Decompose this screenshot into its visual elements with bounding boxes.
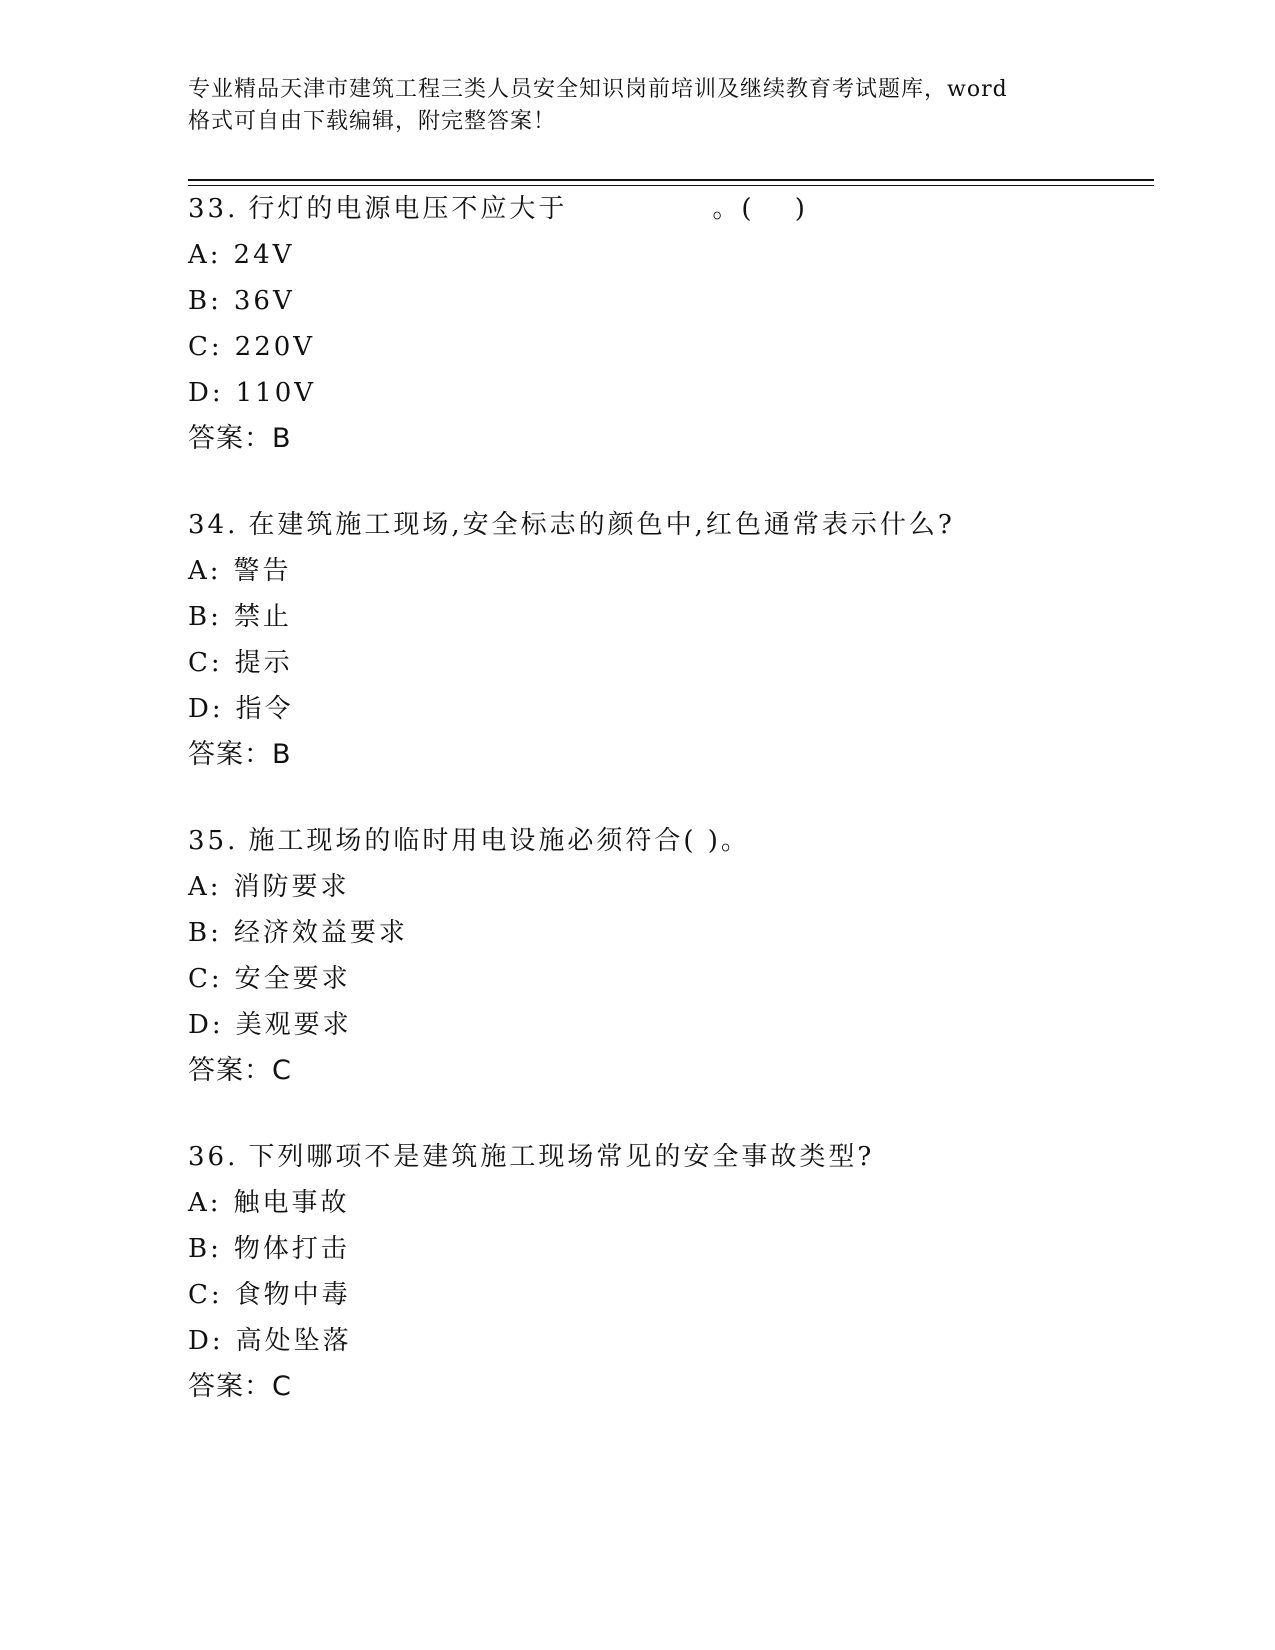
option-key: B: (188, 602, 222, 632)
option-key: C: (188, 964, 223, 994)
option-a (188, 864, 1148, 910)
option-key: D: (188, 694, 224, 724)
option-text: 提示 (234, 648, 293, 678)
option-key: A: (188, 556, 222, 586)
option-text: 高处坠落 (235, 1326, 352, 1356)
option-text: 指令 (235, 694, 294, 724)
option-key: B: (188, 1234, 222, 1264)
question-number: 33. (188, 194, 239, 224)
option-text: 禁止 (233, 602, 292, 632)
option-text: 经济效益要求 (233, 918, 408, 948)
option-key: A: (188, 1188, 222, 1218)
option-text: 消防要求 (233, 872, 350, 902)
option-d (188, 686, 1148, 732)
question-36 (188, 1134, 1148, 1410)
question-number: 36. (188, 1142, 239, 1172)
header-title-line-2: 格式可自由下载编辑，附完整答案！ (188, 109, 557, 134)
option-d (188, 1002, 1148, 1048)
question-34 (188, 502, 1148, 778)
option-b (188, 594, 1148, 640)
option-key: B: (188, 286, 222, 316)
option-b (188, 910, 1148, 956)
answer: 答案：C (188, 1055, 292, 1086)
option-b (188, 1226, 1148, 1272)
option-a (188, 1180, 1148, 1226)
question-35 (188, 818, 1148, 1094)
option-text: 警告 (233, 556, 292, 586)
option-d (188, 1318, 1148, 1364)
option-a (188, 548, 1148, 594)
question-text: 在建筑施工现场,安全标志的颜色中,红色通常表示什么? (248, 510, 955, 540)
question-stem (188, 502, 1148, 548)
question-number: 35. (188, 826, 239, 856)
option-text: 110V (235, 378, 317, 408)
option-text: 物体打击 (233, 1234, 350, 1264)
question-stem (188, 818, 1148, 864)
option-d (188, 370, 1148, 416)
option-text: 安全要求 (234, 964, 351, 994)
option-key: D: (188, 1010, 224, 1040)
question-stem (188, 186, 1148, 232)
option-key: A: (188, 240, 222, 270)
option-key: D: (188, 1326, 224, 1356)
question-text: 施工现场的临时用电设施必须符合( )。 (248, 826, 750, 856)
question-text: 行灯的电源电压不应大于 。( ) (248, 194, 808, 224)
option-key: C: (188, 332, 223, 362)
answer: 答案：B (188, 739, 292, 770)
option-key: D: (188, 378, 224, 408)
option-a (188, 232, 1148, 278)
answer: 答案：C (188, 1371, 292, 1402)
option-text: 触电事故 (233, 1188, 350, 1218)
option-key: C: (188, 1280, 223, 1310)
header-divider-top (188, 179, 1154, 181)
option-text: 美观要求 (235, 1010, 352, 1040)
answer: 答案：B (188, 423, 292, 454)
option-c (188, 956, 1148, 1002)
option-c (188, 640, 1148, 686)
option-key: A: (188, 872, 222, 902)
option-c (188, 324, 1148, 370)
option-text: 36V (233, 286, 295, 316)
question-stem (188, 1134, 1148, 1180)
option-b (188, 278, 1148, 324)
option-key: C: (188, 648, 223, 678)
option-c (188, 1272, 1148, 1318)
question-text: 下列哪项不是建筑施工现场常见的安全事故类型? (248, 1142, 875, 1172)
option-text: 220V (234, 332, 316, 362)
option-key: B: (188, 918, 222, 948)
question-33 (188, 186, 1148, 462)
document-header (188, 74, 1068, 138)
header-title-line-1: 专业精品天津市建筑工程三类人员安全知识岗前培训及继续教育考试题库，word (188, 77, 1008, 102)
option-text: 24V (233, 240, 295, 270)
question-number: 34. (188, 510, 239, 540)
option-text: 食物中毒 (234, 1280, 351, 1310)
